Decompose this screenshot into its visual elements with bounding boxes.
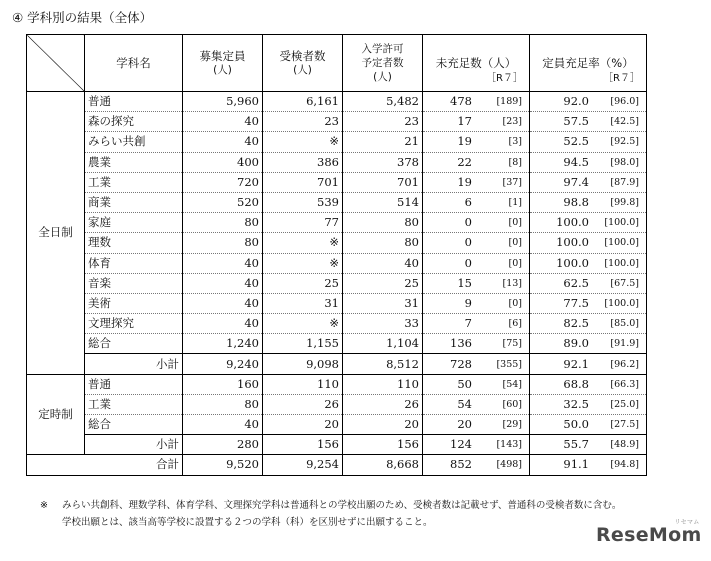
cell-rate-value: 92.0 [563, 94, 589, 109]
cell-rate [530, 374, 647, 394]
cell-capacity: 520 [183, 192, 263, 212]
cell-admitted: 80 [343, 213, 423, 233]
table-row [27, 233, 647, 253]
cell-examinees: 6,161 [263, 92, 343, 112]
group-label: 定時制 [27, 374, 85, 455]
cell-rate-r7: [96.2] [610, 358, 639, 370]
cell-rate [530, 132, 647, 152]
cell-shortage-value: 50 [457, 376, 472, 391]
cell-rate [530, 394, 647, 414]
cell-rate-value: 62.5 [563, 275, 589, 290]
cell-shortage-r7: [0] [508, 237, 522, 249]
cell-subject: 家庭 [85, 213, 183, 233]
cell-shortage [423, 92, 530, 112]
header-subject: 学科名 [85, 35, 183, 92]
cell-shortage-r7: [498] [496, 459, 522, 471]
cell-subject: 総合 [85, 415, 183, 435]
cell-shortage [423, 435, 530, 455]
cell-shortage [423, 415, 530, 435]
results-table [26, 34, 647, 476]
table-row [27, 92, 647, 112]
table-row [27, 293, 647, 313]
cell-shortage-r7: [189] [496, 96, 522, 108]
cell-rate-r7: [67.5] [610, 277, 639, 289]
cell-examinees: 9,254 [263, 455, 343, 475]
cell-shortage-r7: [60] [502, 398, 522, 410]
cell-shortage [423, 354, 530, 374]
cell-capacity: 280 [183, 435, 263, 455]
cell-admitted: 40 [343, 253, 423, 273]
cell-capacity: 40 [183, 415, 263, 435]
header-capacity-unit: (人) [213, 64, 232, 76]
cell-rate-value: 100.0 [556, 235, 589, 250]
cell-shortage-r7: [0] [508, 297, 522, 309]
cell-rate-r7: [100.0] [604, 217, 639, 229]
cell-capacity: 40 [183, 112, 263, 132]
table-body [27, 92, 647, 476]
cell-subject: 文理探究 [85, 314, 183, 334]
header-rate [530, 35, 647, 92]
cell-capacity: 1,240 [183, 334, 263, 354]
section-title: ④ 学科別の結果（全体） [12, 10, 153, 25]
cell-examinees: 1,155 [263, 334, 343, 354]
cell-rate-r7: [48.9] [610, 439, 639, 451]
cell-examinees: 77 [263, 213, 343, 233]
cell-rate-r7: [66.3] [610, 378, 639, 390]
cell-rate-r7: [42.5] [610, 116, 639, 128]
table-row [27, 192, 647, 212]
cell-shortage-r7: [143] [496, 439, 522, 451]
header-admitted-unit: (人) [373, 71, 392, 83]
cell-capacity: 5,960 [183, 92, 263, 112]
cell-admitted: 156 [343, 435, 423, 455]
cell-subject: 普通 [85, 92, 183, 112]
cell-capacity: 40 [183, 273, 263, 293]
cell-subject: 美術 [85, 293, 183, 313]
cell-rate [530, 314, 647, 334]
header-admitted-line2: 予定者数 [361, 57, 404, 69]
cell-shortage-r7: [23] [502, 116, 522, 128]
cell-subject: 工業 [85, 172, 183, 192]
cell-capacity: 9,520 [183, 455, 263, 475]
cell-shortage-r7: [3] [508, 136, 522, 148]
cell-rate-r7: [94.8] [610, 459, 639, 471]
cell-rate [530, 253, 647, 273]
cell-examinees: 156 [263, 435, 343, 455]
cell-subject: 商業 [85, 192, 183, 212]
cell-rate-value: 92.1 [563, 356, 589, 371]
header-examinees [263, 35, 343, 92]
cell-subject: 森の探究 [85, 112, 183, 132]
logo-text: ReseMom [596, 524, 702, 546]
cell-capacity: 400 [183, 152, 263, 172]
cell-shortage-value: 20 [457, 417, 472, 432]
cell-rate-value: 57.5 [563, 114, 589, 129]
cell-shortage-value: 136 [450, 336, 472, 351]
cell-admitted: 20 [343, 415, 423, 435]
cell-rate-r7: [96.0] [610, 96, 639, 108]
cell-admitted: 23 [343, 112, 423, 132]
cell-shortage-value: 15 [457, 275, 472, 290]
footnote-2: 学校出願とは、該当高等学校に設置する２つの学科（科）を区別せずに出願すること。 [62, 517, 433, 528]
cell-admitted: 25 [343, 273, 423, 293]
header-examinees-label: 受検者数 [279, 49, 326, 63]
header-capacity-label: 募集定員 [199, 49, 246, 63]
cell-examinees: 25 [263, 273, 343, 293]
cell-shortage-r7: [29] [502, 419, 522, 431]
cell-capacity: 80 [183, 233, 263, 253]
footnote-mark: ※ [40, 500, 48, 511]
cell-admitted: 31 [343, 293, 423, 313]
header-admitted-line1: 入学許可 [361, 43, 404, 55]
header-diagonal-cell [27, 35, 85, 92]
cell-examinees: 701 [263, 172, 343, 192]
subtotal-row [27, 435, 647, 455]
header-rate-label: 定員充足率（%） [542, 56, 634, 70]
cell-shortage-value: 9 [464, 295, 472, 310]
cell-rate-value: 97.4 [563, 174, 589, 189]
cell-admitted: 514 [343, 192, 423, 212]
cell-rate [530, 213, 647, 233]
cell-shortage-r7: [6] [508, 318, 522, 330]
cell-shortage-value: 478 [450, 94, 472, 109]
cell-rate-r7: [25.0] [610, 398, 639, 410]
cell-shortage-value: 728 [450, 356, 472, 371]
cell-capacity: 9,240 [183, 354, 263, 374]
cell-examinees: 539 [263, 192, 343, 212]
table-row [27, 314, 647, 334]
header-rate-r7: ［R７］ [603, 73, 640, 84]
header-admitted [343, 35, 423, 92]
cell-rate-r7: [98.0] [610, 156, 639, 168]
cell-shortage-value: 0 [464, 215, 472, 230]
cell-capacity: 160 [183, 374, 263, 394]
cell-rate [530, 354, 647, 374]
cell-admitted: 21 [343, 132, 423, 152]
cell-admitted: 8,512 [343, 354, 423, 374]
cell-rate [530, 455, 647, 475]
cell-rate [530, 334, 647, 354]
cell-rate-value: 32.5 [563, 396, 589, 411]
cell-capacity: 40 [183, 314, 263, 334]
cell-shortage [423, 112, 530, 132]
cell-admitted: 80 [343, 233, 423, 253]
cell-rate-r7: [85.0] [610, 318, 639, 330]
cell-shortage-value: 54 [457, 396, 472, 411]
cell-shortage-value: 6 [464, 195, 472, 210]
table-row [27, 415, 647, 435]
table-row [27, 132, 647, 152]
footnote-1 [40, 497, 621, 514]
cell-examinees: ※ [263, 132, 343, 152]
table-row [27, 374, 647, 394]
cell-shortage-value: 19 [457, 134, 472, 149]
header-capacity [183, 35, 263, 92]
table-row [27, 152, 647, 172]
cell-admitted: 701 [343, 172, 423, 192]
cell-subject: みらい共創 [85, 132, 183, 152]
table-row [27, 394, 647, 414]
cell-subject: 体育 [85, 253, 183, 273]
cell-examinees: 386 [263, 152, 343, 172]
table-row [27, 334, 647, 354]
cell-rate [530, 192, 647, 212]
cell-shortage [423, 132, 530, 152]
cell-rate-value: 91.1 [563, 457, 589, 472]
cell-subject: 音楽 [85, 273, 183, 293]
cell-rate [530, 293, 647, 313]
cell-rate-value: 50.0 [563, 417, 589, 432]
cell-capacity: 80 [183, 213, 263, 233]
cell-examinees: 26 [263, 394, 343, 414]
cell-rate [530, 112, 647, 132]
cell-capacity: 80 [183, 394, 263, 414]
cell-admitted: 26 [343, 394, 423, 414]
cell-examinees: 20 [263, 415, 343, 435]
cell-rate-value: 98.8 [563, 195, 589, 210]
cell-admitted: 8,668 [343, 455, 423, 475]
table-row [27, 273, 647, 293]
cell-shortage [423, 374, 530, 394]
cell-subtotal-label: 小計 [85, 435, 183, 455]
cell-shortage-r7: [37] [502, 176, 522, 188]
table-row [27, 213, 647, 233]
cell-rate [530, 415, 647, 435]
cell-rate-value: 100.0 [556, 255, 589, 270]
group-label: 全日制 [27, 92, 85, 375]
cell-shortage-r7: [8] [508, 156, 522, 168]
cell-capacity: 40 [183, 132, 263, 152]
cell-rate-value: 89.0 [563, 336, 589, 351]
cell-shortage-value: 0 [464, 255, 472, 270]
cell-rate [530, 273, 647, 293]
cell-admitted: 378 [343, 152, 423, 172]
cell-admitted: 110 [343, 374, 423, 394]
cell-shortage [423, 455, 530, 475]
cell-rate-r7: [87.9] [610, 176, 639, 188]
table-row [27, 253, 647, 273]
cell-total-label: 合計 [27, 455, 183, 475]
cell-subject: 工業 [85, 394, 183, 414]
header-examinees-unit: (人) [293, 64, 312, 76]
cell-examinees: ※ [263, 233, 343, 253]
cell-rate-value: 77.5 [563, 295, 589, 310]
cell-rate [530, 92, 647, 112]
cell-shortage [423, 273, 530, 293]
cell-rate-value: 100.0 [556, 215, 589, 230]
cell-rate-value: 52.5 [563, 134, 589, 149]
cell-shortage [423, 192, 530, 212]
cell-shortage-value: 7 [464, 316, 472, 331]
cell-examinees: 31 [263, 293, 343, 313]
cell-shortage-r7: [0] [508, 217, 522, 229]
logo-small-text: リセマム [674, 519, 700, 526]
cell-shortage-r7: [13] [502, 277, 522, 289]
header-shortage-r7: ［R７］ [486, 73, 523, 84]
cell-shortage [423, 314, 530, 334]
cell-rate-r7: [100.0] [604, 237, 639, 249]
resemom-logo [596, 519, 702, 546]
cell-rate [530, 435, 647, 455]
cell-rate-value: 68.8 [563, 376, 589, 391]
footnotes [40, 497, 621, 531]
cell-subject: 農業 [85, 152, 183, 172]
table-row [27, 112, 647, 132]
cell-shortage [423, 253, 530, 273]
cell-capacity: 40 [183, 253, 263, 273]
cell-shortage-r7: [54] [502, 378, 522, 390]
cell-rate-value: 94.5 [563, 154, 589, 169]
cell-shortage [423, 213, 530, 233]
cell-shortage-value: 19 [457, 174, 472, 189]
cell-rate-value: 55.7 [563, 437, 589, 452]
cell-shortage [423, 394, 530, 414]
cell-shortage-r7: [0] [508, 257, 522, 269]
cell-admitted: 33 [343, 314, 423, 334]
cell-shortage-r7: [355] [496, 358, 522, 370]
cell-capacity: 40 [183, 293, 263, 313]
footnote-1-text: みらい共創科、理数学科、体育学科、文理探究学科は普通科との学校出願のため、受検者数は記載せず、普通科の受検者数に含む。 [62, 500, 622, 511]
cell-shortage-value: 852 [450, 457, 472, 472]
cell-shortage [423, 152, 530, 172]
cell-examinees: ※ [263, 314, 343, 334]
header-shortage [423, 35, 530, 92]
cell-admitted: 1,104 [343, 334, 423, 354]
cell-examinees: 23 [263, 112, 343, 132]
cell-rate [530, 172, 647, 192]
cell-shortage [423, 334, 530, 354]
cell-rate-r7: [92.5] [610, 136, 639, 148]
cell-subject: 普通 [85, 374, 183, 394]
cell-shortage [423, 233, 530, 253]
cell-examinees: ※ [263, 253, 343, 273]
cell-rate-r7: [27.5] [610, 419, 639, 431]
cell-capacity: 720 [183, 172, 263, 192]
cell-rate-r7: [91.9] [610, 338, 639, 350]
cell-subject: 総合 [85, 334, 183, 354]
cell-rate-value: 82.5 [563, 316, 589, 331]
cell-rate-r7: [100.0] [604, 257, 639, 269]
cell-admitted: 5,482 [343, 92, 423, 112]
cell-rate-r7: [100.0] [604, 297, 639, 309]
cell-subtotal-label: 小計 [85, 354, 183, 374]
cell-rate [530, 233, 647, 253]
cell-shortage [423, 293, 530, 313]
header-shortage-label: 未充足数（人） [435, 56, 517, 70]
cell-shortage-r7: [75] [502, 338, 522, 350]
table-row [27, 172, 647, 192]
cell-subject: 理数 [85, 233, 183, 253]
cell-shortage-r7: [1] [508, 197, 522, 209]
subtotal-row [27, 354, 647, 374]
cell-shortage-value: 124 [450, 437, 472, 452]
table-header-row [27, 35, 647, 92]
cell-rate-r7: [99.8] [610, 197, 639, 209]
cell-shortage [423, 172, 530, 192]
cell-shortage-value: 0 [464, 235, 472, 250]
cell-shortage-value: 22 [457, 154, 472, 169]
cell-examinees: 9,098 [263, 354, 343, 374]
cell-shortage-value: 17 [457, 114, 472, 129]
cell-examinees: 110 [263, 374, 343, 394]
cell-rate [530, 152, 647, 172]
total-row [27, 455, 647, 475]
